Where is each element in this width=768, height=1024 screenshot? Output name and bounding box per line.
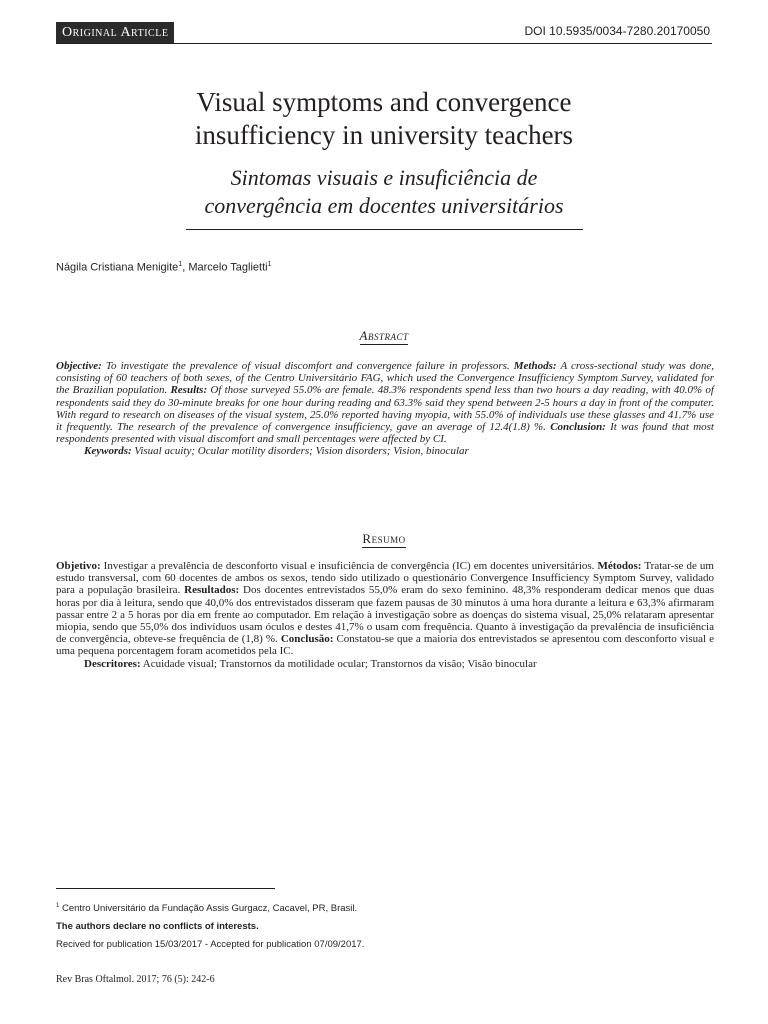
title-rule <box>186 229 583 230</box>
affiliation-footnote <box>56 897 364 918</box>
conflicts-statement <box>56 918 364 936</box>
abstract-body <box>56 360 714 458</box>
resumo-body <box>56 560 714 670</box>
methods-text: A cross-sectional study was done, consisting of 60 teachers of both sexes, of the Centro Universitário FAG, which used the Convergence Insufficiency Symptom Survey, validated for the Brazilian population. <box>56 360 714 397</box>
conclusao-text: Constatou-se que a maioria dos entrevistados se apresentou com desconforto visual e uma pequena porcentagem foram acometidos pela IC. <box>56 633 714 658</box>
author-name: Marcelo Taglietti <box>188 261 268 274</box>
affiliation-footnote-marker: 1 <box>56 903 60 909</box>
results-text: Of those surveyed 55.0% are female. 48.3% respondents spend less than two hours a day reading, with 40.0% of respondents said they do 30-minute breaks for one hour during reading and 63.3% said they spend between 2-5 hours a day in front of the computer. With regard to research on diseases of the visual system, 25.0% reported having myopia, with 55.0% of individuals use these glasses and 41.7% use it frequently. The research of the prevalence of convergence insufficiency, gave an average of 12.4(1.8) %. <box>56 384 714 434</box>
header-rule <box>56 43 712 44</box>
affiliation-marker: 1 <box>267 261 272 268</box>
article-title <box>0 86 768 152</box>
metodos-label: Métodos: <box>597 560 642 572</box>
conclusao-label: Conclusão: <box>280 633 334 646</box>
descritores <box>56 658 714 670</box>
resultados-text: Dos docentes entrevistados 55,0% eram do sexo feminino. 48,3% responderam dedicar menos que duas horas por dia à leitura, sendo que 40,0% dos entrevistados disseram que fazem pausas de 30 minutos à uma hora durante a leitura e 63,3% afirmaram passar entre 2 a 5 horas por dia em frente ao computador. Em relação à investigação sobre as doenças do sistema visual, 25,0% relataram apresentar miopia, sendo que 55,0% dos indivíduos usam óculos e destes 41,7% o usam com frequência. Quanto à investigação da prevalência de insuficiência de convergência, obteve-se frequência de (1,8) %. <box>56 584 714 646</box>
doi-link[interactable]: DOI 10.5935/0034-7280.20170050 <box>524 24 710 38</box>
objective-text: To investigate the prevalence of visual discomfort and convergence failure in professors. <box>101 360 514 372</box>
abstract-heading <box>0 328 768 344</box>
publication-dates: Recived for publication 15/03/2017 - Accepted for publication 07/09/2017. <box>56 939 365 951</box>
footnote-rule <box>56 888 275 889</box>
author-name: Nágila Cristiana Menigite <box>56 261 179 274</box>
footnotes <box>56 897 364 954</box>
descritores-label: Descritores: <box>84 657 141 670</box>
affiliation-marker: 1 <box>178 261 183 268</box>
keywords-label: Keywords: <box>84 445 132 458</box>
conflicts-text: The authors declare no conflicts of interests. <box>56 921 259 933</box>
title-block <box>0 86 768 220</box>
objetivo-text: Investigar a prevalência de desconforto visual e insuficiência de convergência (IC) em docentes universitários. <box>100 560 598 572</box>
journal-citation: Rev Bras Oftalmol. 2017; 76 (5): 242-6 <box>56 974 215 985</box>
article-subtitle-line2: convergência em docentes universitários <box>204 193 564 218</box>
resultados-label: Resultados: <box>184 584 240 597</box>
article-subtitle-line1: Sintomas visuais e insuficiência de <box>230 165 538 190</box>
page-header <box>0 0 768 50</box>
author-separator: , <box>182 261 189 274</box>
article-title-line1: Visual symptoms and convergence <box>196 87 572 117</box>
keywords-text: Visual acuity; Ocular motility disorders; Vision disorders; Vision, binocular <box>131 445 469 458</box>
objective-label: Objective: <box>56 360 102 372</box>
metodos-text: Tratar-se de um estudo transversal, com 60 docentes de ambos os sexos, tendo sido utilizado o questionário Convergence Insufficiency Symptom Survey, validado para a população brasileira. <box>56 560 714 597</box>
resumo-heading <box>0 531 768 547</box>
conclusion-label: Conclusion: <box>550 421 606 434</box>
keywords <box>56 445 714 457</box>
results-label: Results: <box>170 384 208 397</box>
descritores-text: Acuidade visual; Transtornos da motilidade ocular; Transtornos da visão; Visão binocular <box>140 657 537 670</box>
affiliation-footnote-text: Centro Universitário da Fundação Assis Gurgacz, Cacavel, PR, Brasil. <box>59 903 358 915</box>
article-subtitle <box>0 164 768 220</box>
article-title-line2: insufficiency in university teachers <box>194 120 574 150</box>
section-label: Original Article <box>56 22 174 44</box>
resumo-heading-text: Resumo <box>362 531 406 546</box>
objetivo-label: Objetivo: <box>56 560 101 572</box>
conclusion-text: It was found that most respondents presented with visual discomfort and small percentages were affected by CI. <box>56 421 714 446</box>
abstract-heading-text: Abstract <box>359 328 409 343</box>
methods-label: Methods: <box>513 360 557 372</box>
author-list <box>56 261 272 274</box>
